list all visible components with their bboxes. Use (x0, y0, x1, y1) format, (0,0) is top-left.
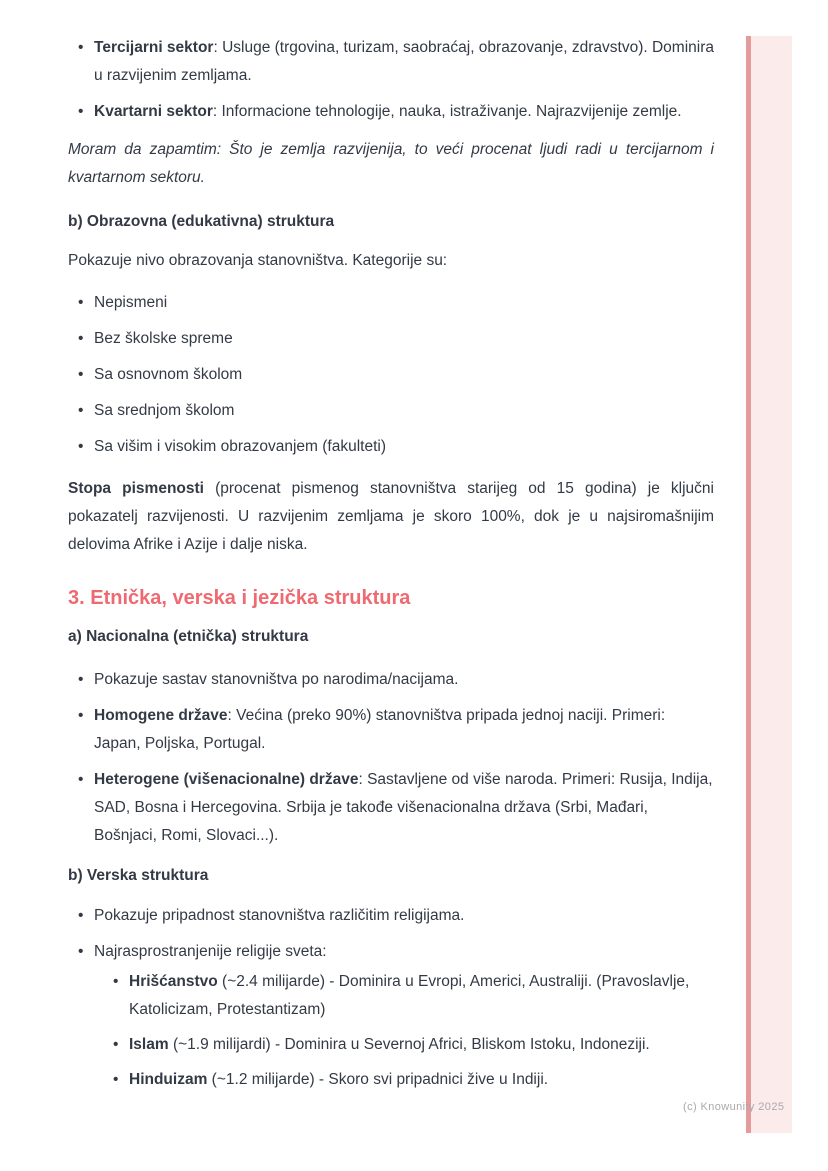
education-bullet-list (68, 289, 714, 461)
bullet-lead-bold: Islam (129, 1036, 169, 1053)
bullet-icon: • (78, 402, 84, 419)
list-item (68, 902, 714, 930)
list-item (68, 766, 714, 850)
bullet-rest-text: (~1.9 milijardi) - Dominira u Severnoj Africi, Bliskom Istoku, Indoneziji. (168, 1036, 650, 1053)
bullet-rest-text: : Usluge (trgovina, turizam, saobraćaj, obrazovanje, zdravstvo). Dominira u razvijenim zemljama. (94, 39, 714, 84)
watermark-text: (c) Knowunity 2025 (683, 1101, 785, 1113)
list-item (103, 1031, 714, 1059)
list-item-text: Sa osnovnom školom (94, 366, 243, 383)
list-item-text (94, 666, 714, 694)
list-item (68, 938, 714, 1101)
bullet-lead-bold: Homogene države (94, 707, 228, 724)
list-item-text: Nepismeni (94, 294, 168, 311)
bullet-icon: • (78, 366, 84, 383)
religion-bullet-list (68, 902, 714, 1101)
list-item-text (94, 34, 714, 90)
bullet-lead-bold: Tercijarni sektor (94, 39, 214, 56)
list-item (68, 397, 714, 425)
bullet-icon: • (78, 771, 84, 788)
bullet-lead-bold: Hrišćanstvo (129, 973, 218, 990)
list-item-text (94, 98, 714, 126)
bullet-rest-text: (~2.4 milijarde) - Dominira u Evropi, Americi, Australiji. (Pravoslavlje, Katolicizam, Protestantizam) (129, 973, 690, 1018)
bullet-lead-bold: Kvartarni sektor (94, 103, 213, 120)
bullet-icon: • (78, 39, 84, 56)
list-item (68, 361, 714, 389)
list-item-text: Najrasprostranjenije religije sveta: (94, 943, 327, 960)
list-item (103, 1066, 714, 1094)
list-item-text: Pokazuje pripadnost stanovništva različitim religijama. (94, 907, 465, 924)
religion-sub-list (103, 968, 714, 1101)
bullet-icon: • (78, 707, 84, 724)
document-page-content (68, 34, 714, 1101)
list-item-text: Sa višim i visokim obrazovanjem (fakulteti) (94, 438, 387, 455)
list-item (68, 98, 714, 126)
list-item-text (129, 968, 714, 1024)
subheading-nacionalna-struktura: a) Nacionalna (etnička) struktura (68, 628, 309, 645)
bullet-rest-text: : Informacione tehnologije, nauka, istraživanje. Najrazvijenije zemlje. (212, 103, 682, 120)
subheading-obrazovna-struktura: b) Obrazovna (edukativna) struktura (68, 213, 335, 230)
bullet-icon: • (78, 671, 84, 688)
list-item (68, 289, 714, 317)
list-item (68, 433, 714, 461)
paragraph-rest-text: (procenat pismenog stanovništva starijeg od 15 godina) je ključni pokazatelj razvijenosti. U razvijenim zemljama je skoro 100%, dok je u najsiromašnijim delovima Afrike i Azije i dalje niska. (68, 480, 714, 553)
list-item (103, 968, 714, 1024)
list-item (68, 325, 714, 353)
list-item-text (129, 1066, 714, 1094)
bullet-icon: • (113, 1071, 119, 1088)
bullet-lead-bold: Hinduizam (129, 1071, 208, 1088)
bullet-lead-bold: Heterogene (višenacionalne) države (94, 771, 359, 788)
list-item-text (94, 766, 714, 850)
list-item-text: Bez školske spreme (94, 330, 233, 347)
section-heading-etnicka-verska-jezicka: 3. Etnička, verska i jezička struktura (68, 587, 411, 609)
list-item-text (129, 1031, 714, 1059)
bullet-icon: • (78, 103, 84, 120)
memo-italic-paragraph: Moram da zapamtim: Što je zemlja razvijenija, to veći procenat ljudi radi u tercijarnom i kvartarnom sektoru. (68, 141, 714, 186)
bullet-icon: • (78, 907, 84, 924)
bullet-rest-text: : Sastavljene od više naroda. Primeri: Rusija, Indija, SAD, Bosna i Hercegovina. Srbija je takođe višenacionalna država (Srbi, Mađari, Bošnjaci, Romi, Slovaci...). (94, 771, 713, 844)
bullet-rest-text: : Većina (preko 90%) stanovništva pripada jednoj naciji. Primeri: Japan, Poljska, Portugal. (94, 707, 666, 752)
list-item (68, 702, 714, 758)
list-item-text (94, 702, 714, 758)
list-item (68, 666, 714, 694)
paragraph-education-intro: Pokazuje nivo obrazovanja stanovništva. Kategorije su: (68, 252, 448, 269)
bullet-icon: • (78, 438, 84, 455)
bullet-icon: • (78, 330, 84, 347)
bullet-icon: • (78, 943, 84, 960)
bullet-icon: • (78, 294, 84, 311)
bullet-rest-text: Pokazuje sastav stanovništva po narodima/nacijama. (94, 671, 459, 688)
bullet-rest-text: (~1.2 milijarde) - Skoro svi pripadnici žive u Indiji. (207, 1071, 549, 1088)
page-edge-decoration-strip (746, 36, 792, 1133)
bullet-icon: • (113, 1036, 119, 1053)
paragraph-literacy (68, 475, 714, 559)
list-item-text: Sa srednjom školom (94, 402, 235, 419)
subheading-verska-struktura: b) Verska struktura (68, 867, 209, 884)
ethnic-bullet-list (68, 666, 714, 850)
bullet-icon: • (113, 973, 119, 990)
paragraph-lead-bold: Stopa pismenosti (68, 480, 204, 497)
sector-bullet-list (68, 34, 714, 126)
list-item (68, 34, 714, 90)
